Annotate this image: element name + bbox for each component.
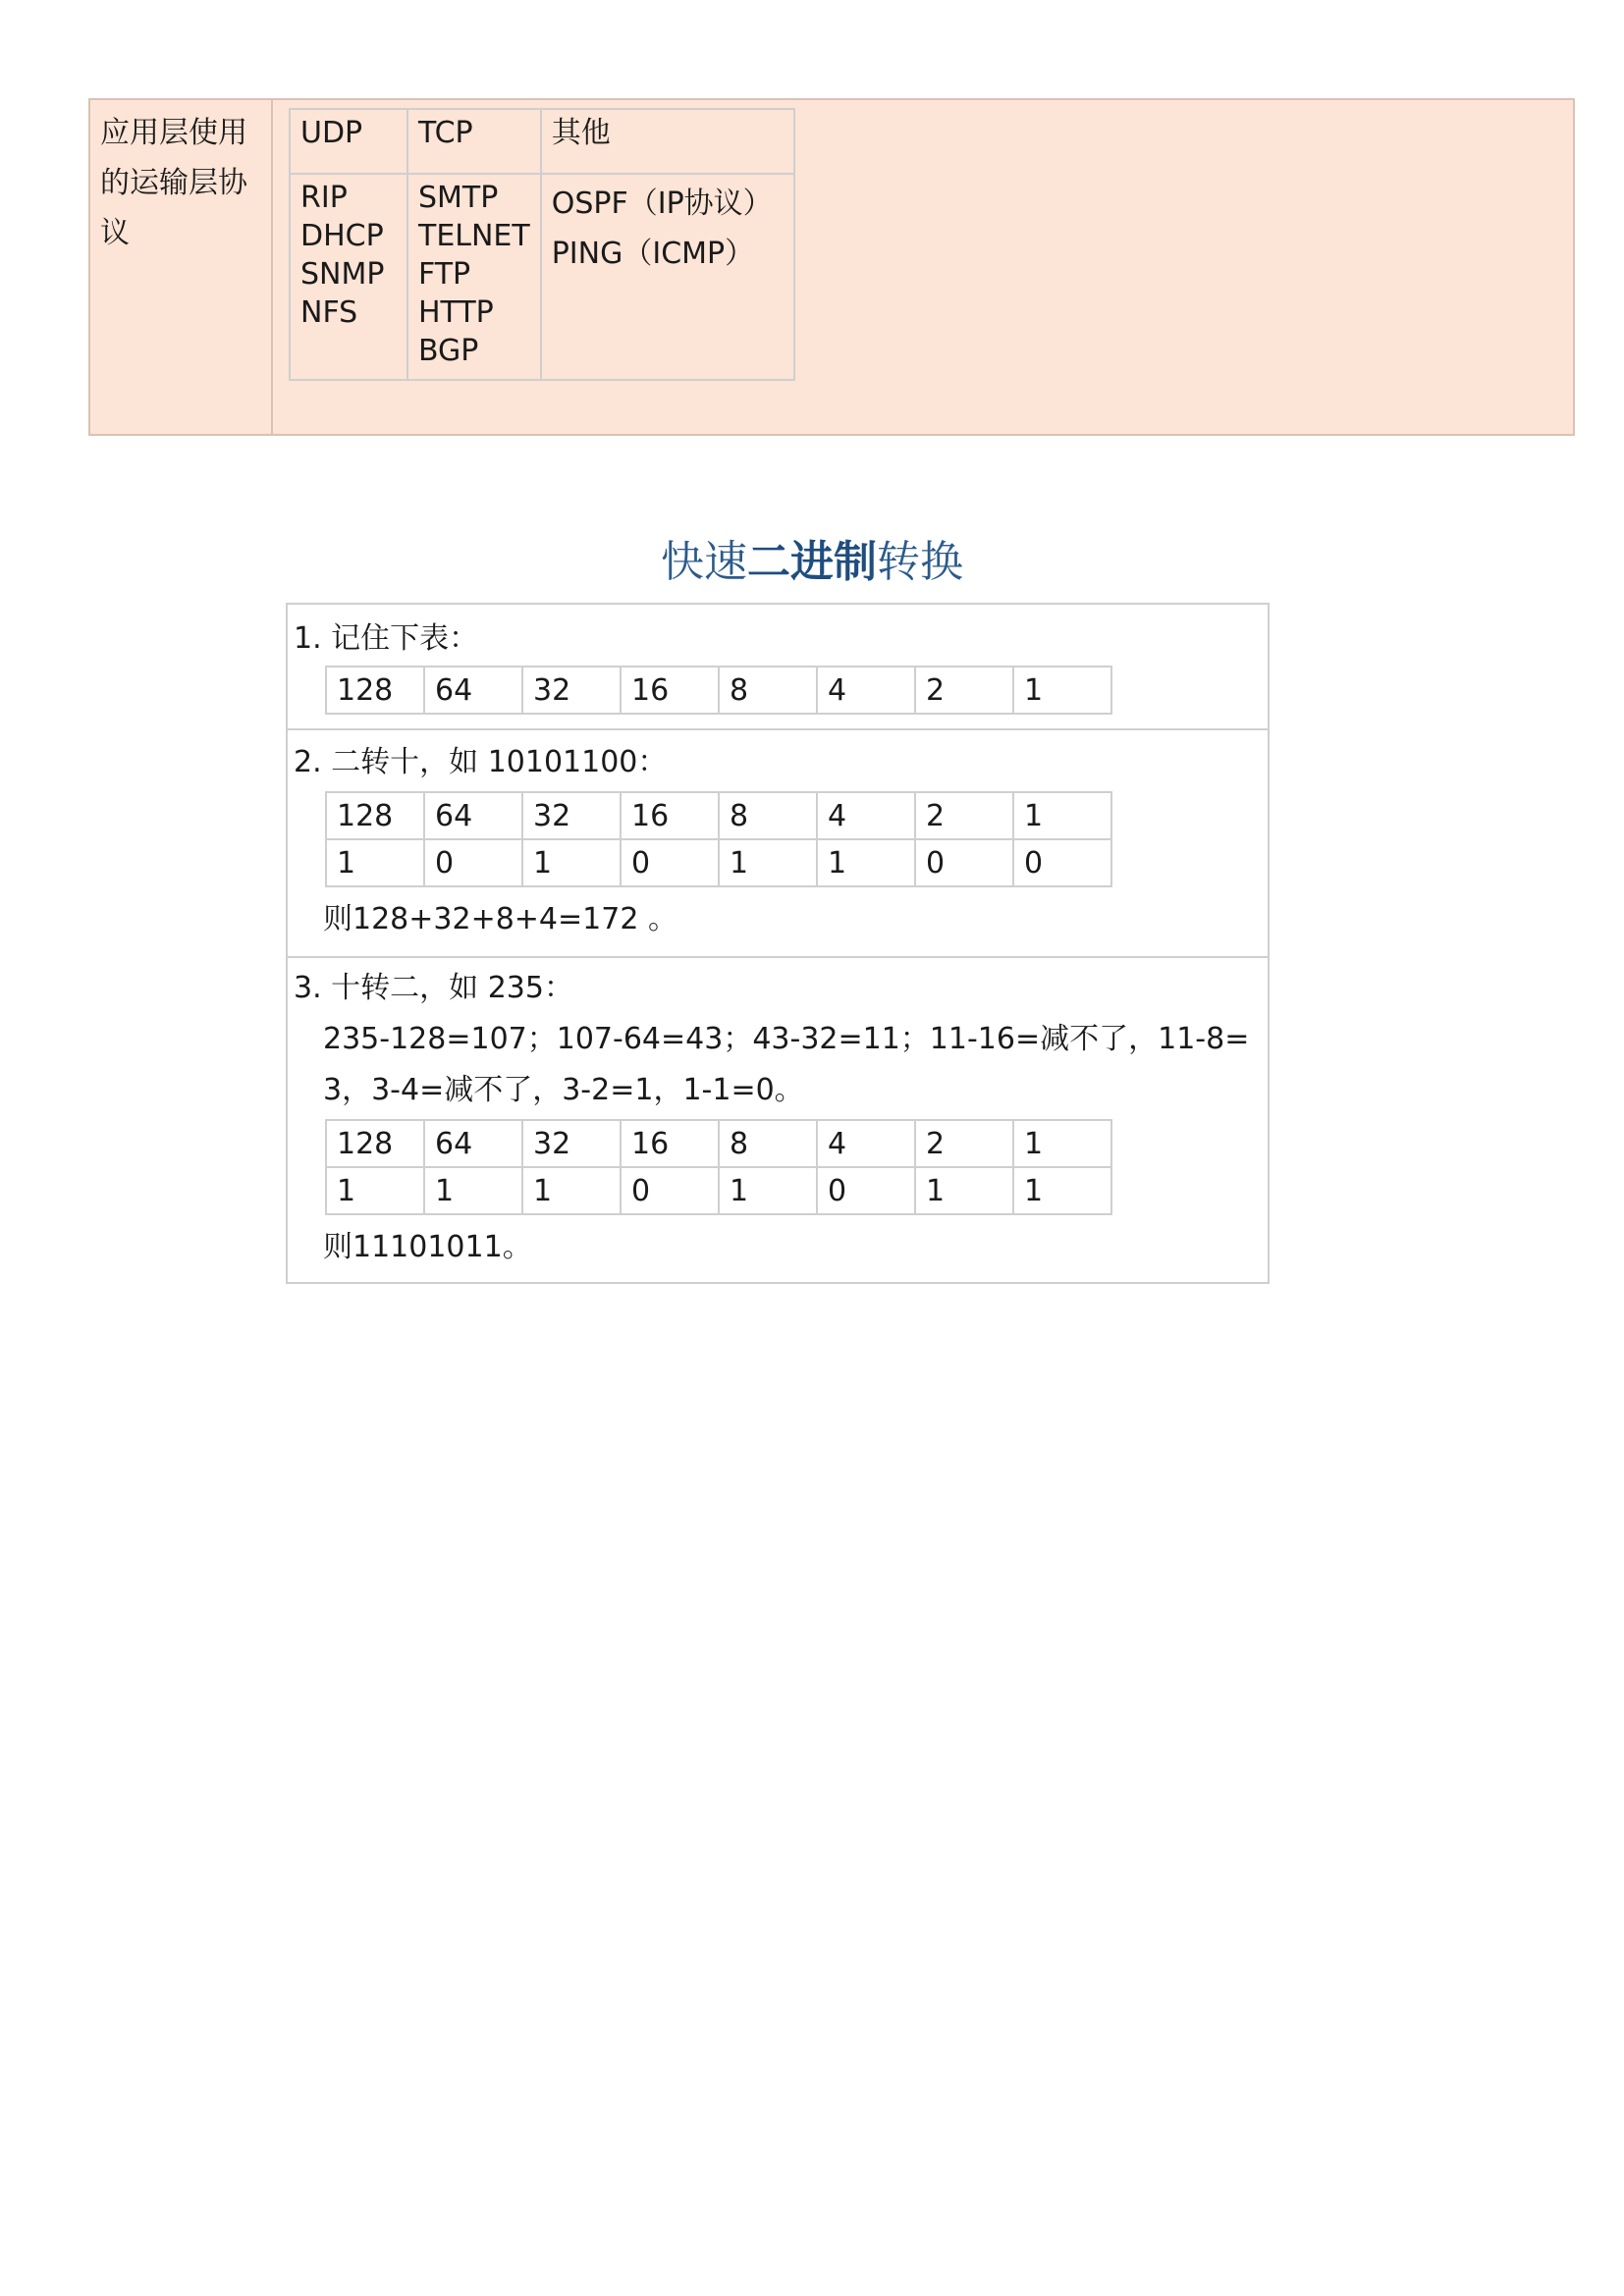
bit-cell: 1 [719,839,817,886]
other-protocol: PING（ICMP） [551,237,755,271]
weight-cell: 64 [424,667,522,714]
bit-cell: 0 [915,839,1013,886]
weight-cell: 8 [719,1120,817,1167]
weight-cell: 1 [1013,1120,1111,1167]
weight-cell: 128 [326,792,424,839]
bit-cell: 1 [326,839,424,886]
weight-cell: 8 [719,667,817,714]
tcp-protocol: BGP [418,334,479,368]
bit-cell: 0 [621,1167,719,1214]
weight-cell: 16 [621,1120,719,1167]
weight-cell: 2 [915,667,1013,714]
header-udp: UDP [290,109,407,174]
bit-cell: 1 [1013,1167,1111,1214]
weight-cell: 32 [522,1120,621,1167]
title-bold: 二进制 [747,537,877,587]
bit-cell: 1 [915,1167,1013,1214]
weight-cell: 2 [915,792,1013,839]
udp-protocol-list [290,174,407,380]
weight-cell: 128 [326,1120,424,1167]
tcp-protocol: FTP [418,257,471,292]
weight-cell: 4 [817,1120,915,1167]
weight-cell: 32 [522,667,621,714]
step3-result: 则11101011。 [323,1230,532,1264]
step3-line2: 3，3-4=减不了，3-2=1，1-1=0。 [323,1073,804,1107]
tcp-protocol: SMTP [418,181,499,215]
step2-heading: 2. 二转十，如 10101100： [294,745,668,779]
weight-cell: 16 [621,792,719,839]
page-title [0,528,1624,597]
bit-cell: 1 [522,839,621,886]
bit-cell: 1 [522,1167,621,1214]
weight-cell: 2 [915,1120,1013,1167]
weight-cell: 64 [424,792,522,839]
tcp-protocol-list [407,174,541,380]
weight-cell: 64 [424,1120,522,1167]
udp-protocol: NFS [300,295,358,330]
bit-cell: 1 [424,1167,522,1214]
weight-cell: 1 [1013,667,1111,714]
bit-cell: 1 [719,1167,817,1214]
weight-cell: 4 [817,792,915,839]
tcp-protocol: TELNET [418,219,530,253]
tcp-protocol: HTTP [418,295,494,330]
weight-cell: 1 [1013,792,1111,839]
other-protocol-list [541,174,794,380]
other-protocol: OSPF（IP协议） [551,187,773,221]
bit-cell: 0 [1013,839,1111,886]
header-tcp: TCP [407,109,541,174]
weight-cell: 4 [817,667,915,714]
protocol-table [88,98,1575,436]
udp-protocol: RIP [300,181,348,215]
weight-cell: 8 [719,792,817,839]
step1-section [288,605,1268,730]
bit-cell: 0 [621,839,719,886]
step3-table [325,1119,1112,1215]
bit-cell: 0 [424,839,522,886]
step1-heading: 1. 记住下表： [294,621,479,656]
header-other: 其他 [541,109,794,174]
udp-protocol: DHCP [300,219,384,253]
step2-section [288,730,1268,958]
step2-result: 则128+32+8+4=172 。 [323,902,677,936]
weight-cell: 16 [621,667,719,714]
bit-cell: 1 [326,1167,424,1214]
step3-heading: 3. 十转二，如 235： [294,971,573,1005]
bit-cell: 0 [817,1167,915,1214]
title-pre: 快速 [661,537,747,587]
weight-cell: 128 [326,667,424,714]
weight-cell: 32 [522,792,621,839]
step1-weights-table [325,666,1112,715]
udp-protocol: SNMP [300,257,385,292]
binary-conversion-table [286,603,1270,1284]
step3-line1: 235-128=107；107-64=43；43-32=11；11-16=减不了，11-8= [323,1022,1250,1056]
protocol-row-label: 应用层使用的运输层协议 [90,100,273,434]
step2-table [325,791,1112,887]
step3-section [288,958,1268,1282]
bit-cell: 1 [817,839,915,886]
protocol-inner-table [289,108,795,381]
title-post: 转换 [877,537,963,587]
